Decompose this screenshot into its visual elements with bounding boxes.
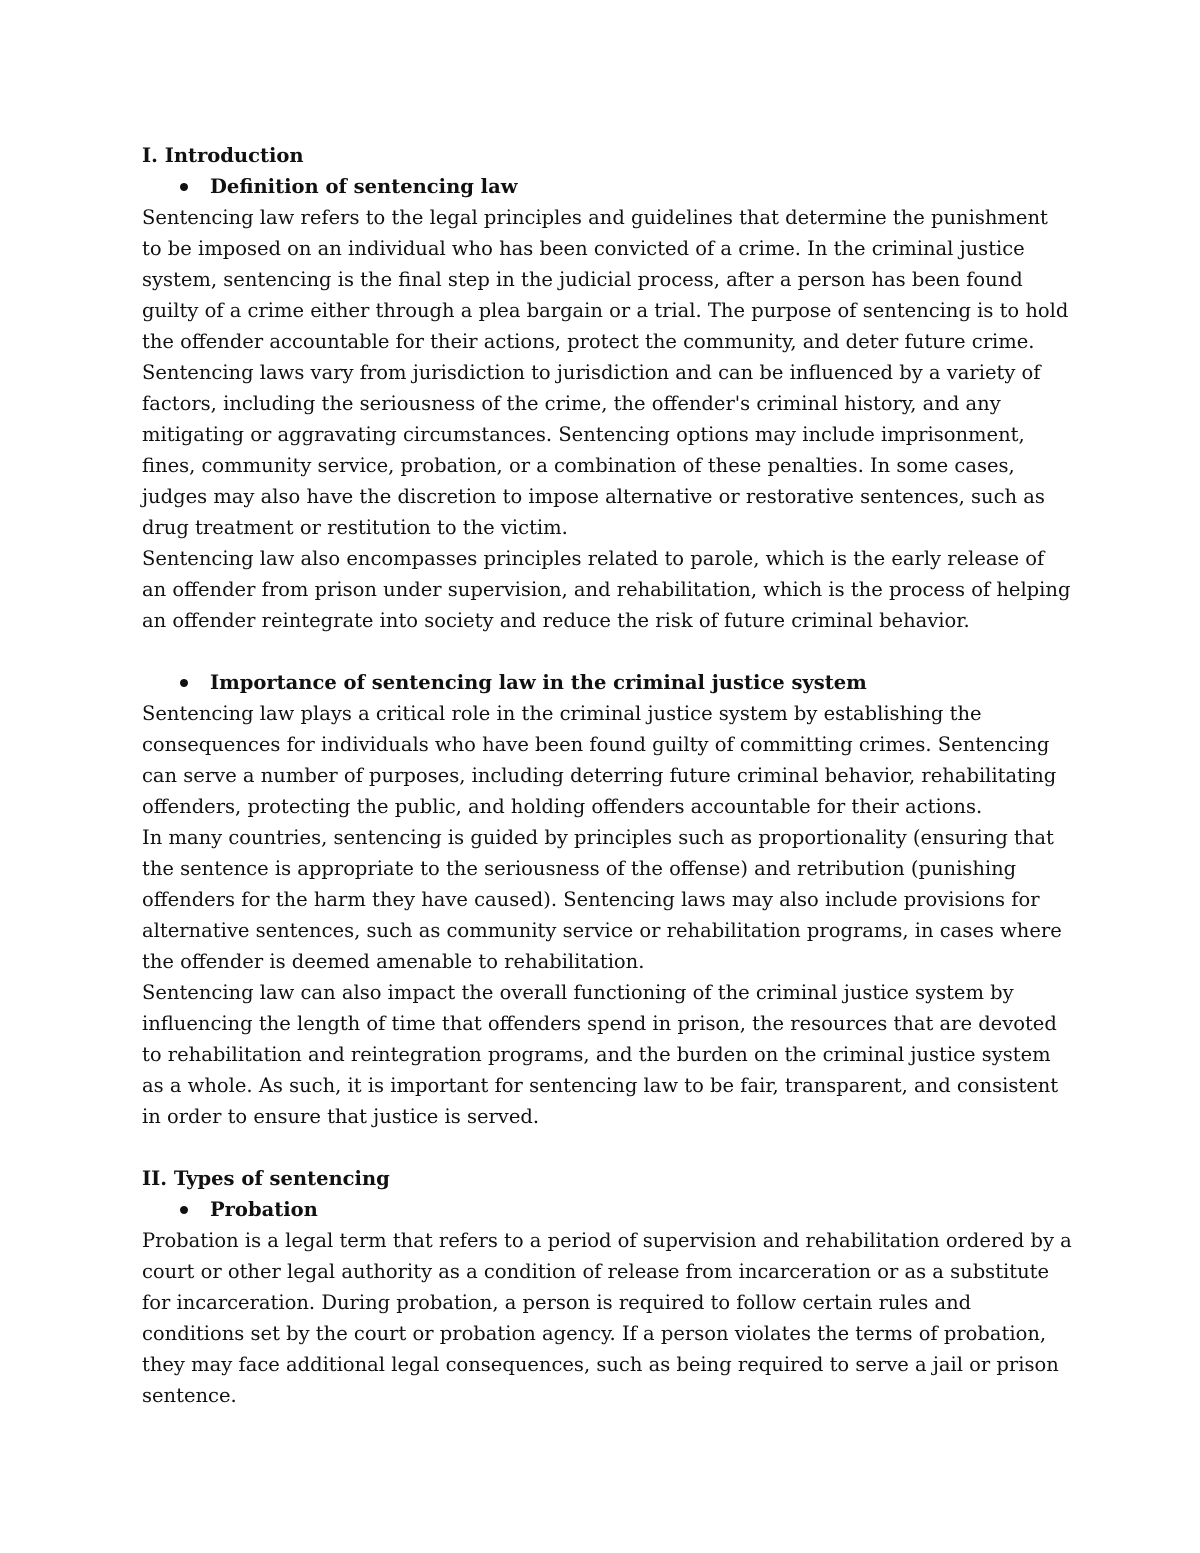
bullet-dot-icon [180,1206,188,1214]
document-page [142,140,1072,1411]
spacer [142,1132,1072,1163]
paragraph: Sentencing law can also impact the overall functioning of the criminal justice system by influencing the length of time that offenders spend in prison, the resources that are devoted to rehabilitation and reintegration programs, and the burden on the criminal justice system as a whole. As such, it is important for sentencing law to be fair, transparent, and consistent in order to ensure that justice is served. [142,981,1059,1128]
bullet-label: Probation [210,1198,318,1221]
bullet-dot-icon [180,183,188,191]
paragraph: Sentencing law also encompasses principles related to parole, which is the early release of an offender from prison under supervision, and rehabilitation, which is the process of helping an offender reintegrate into society and reduce the risk of future criminal behavior. [142,547,1071,632]
paragraph: Sentencing laws vary from jurisdiction to jurisdiction and can be influenced by a variety of factors, including the seriousness of the crime, the offender's criminal history, and any mitigating or aggravating circumstances. Sentencing options may include imprisonment, fines, community service, probation, or a combination of these penalties. In some cases, judges may also have the discretion to impose alternative or restorative sentences, such as drug treatment or restitution to the victim. [142,361,1045,539]
bullet-importance-of-sentencing-law [142,667,1072,698]
spacer [142,636,1072,667]
section-heading-types-of-sentencing: II. Types of sentencing [142,1167,390,1190]
paragraph: In many countries, sentencing is guided by principles such as proportionality (ensuring that the sentence is appropriate to the seriousness of the offense) and retribution (punishing offenders for the harm they have caused). Sentencing laws may also include provisions for alternative sentences, such as community service or rehabilitation programs, in cases where the offender is deemed amenable to rehabilitation. [142,826,1062,973]
bullet-label: Definition of sentencing law [210,175,518,198]
bullet-dot-icon [180,679,188,687]
paragraph: Sentencing law refers to the legal principles and guidelines that determine the punishment to be imposed on an individual who has been convicted of a crime. In the criminal justice system, sentencing is the final step in the judicial process, after a person has been found guilty of a crime either through a plea bargain or a trial. The purpose of sentencing is to hold the offender accountable for their actions, protect the community, and deter future crime. [142,206,1069,353]
section-heading-introduction: I. Introduction [142,144,304,167]
bullet-definition-of-sentencing-law [142,171,1072,202]
bullet-label: Importance of sentencing law in the criminal justice system [210,671,867,694]
bullet-probation [142,1194,1072,1225]
paragraph: Sentencing law plays a critical role in the criminal justice system by establishing the consequences for individuals who have been found guilty of committing crimes. Sentencing can serve a number of purposes, including deterring future criminal behavior, rehabilitating offenders, protecting the public, and holding offenders accountable for their actions. [142,702,1057,818]
paragraph: Probation is a legal term that refers to a period of supervision and rehabilitation ordered by a court or other legal authority as a condition of release from incarceration or as a substitute for incarceration. During probation, a person is required to follow certain rules and conditions set by the court or probation agency. If a person violates the terms of probation, they may face additional legal consequences, such as being required to serve a jail or prison sentence. [142,1229,1072,1407]
